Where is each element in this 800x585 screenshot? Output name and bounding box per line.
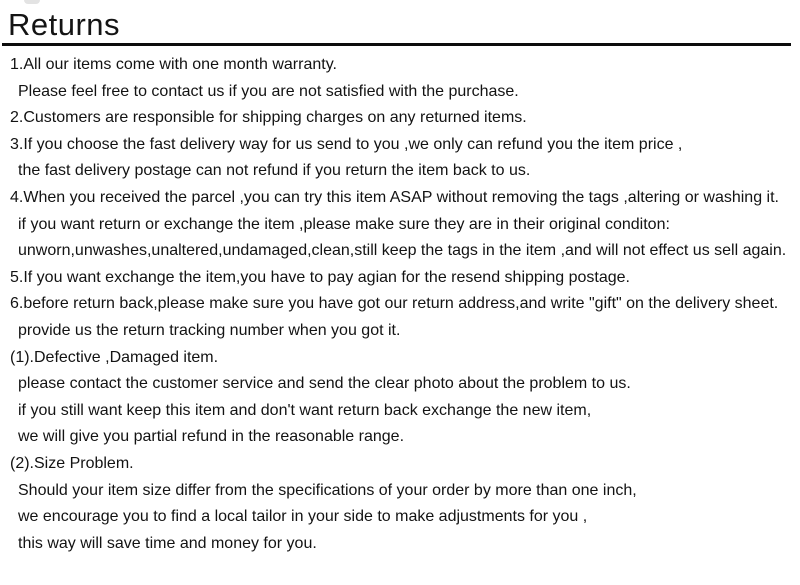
policy-line: Should your item size differ from the specifications of your order by more than one inch,	[18, 481, 637, 499]
policy-line: this way will save time and money for you.	[18, 534, 317, 552]
policy-line: 2.Customers are responsible for shipping charges on any returned items.	[10, 109, 527, 127]
page-title: Returns	[8, 7, 121, 42]
policy-line: we will give you partial refund in the reasonable range.	[18, 428, 405, 446]
policy-line: (2).Size Problem.	[10, 454, 134, 472]
scan-artifact-smudge	[24, 0, 40, 4]
title-divider	[2, 43, 791, 46]
policy-line: 1.All our items come with one month warranty.	[10, 56, 337, 73]
policy-line: 3.If you choose the fast delivery way for us send to you ,we only can refund you the item price ,	[10, 135, 683, 153]
policy-line: if you still want keep this item and don't want return back exchange the new item,	[18, 401, 592, 419]
policy-line: Please feel free to contact us if you are not satisfied with the purchase.	[18, 82, 519, 100]
policy-line: (1).Defective ,Damaged item.	[10, 348, 219, 366]
policy-line: 5.If you want exchange the item,you have to pay agian for the resend shipping postage.	[10, 268, 630, 286]
policy-line: the fast delivery postage can not refund if you return the item back to us.	[18, 162, 531, 180]
policy-line: unworn,unwashes,unaltered,undamaged,clean,still keep the tags in the item ,and will not effect us sell again.	[18, 242, 787, 260]
policy-line: if you want return or exchange the item ,please make sure they are in their original conditon:	[18, 215, 670, 233]
returns-policy-text	[0, 52, 800, 557]
policy-line: we encourage you to find a local tailor in your side to make adjustments for you ,	[18, 508, 588, 526]
policy-line: provide us the return tracking number when you got it.	[18, 321, 401, 339]
policy-line: please contact the customer service and send the clear photo about the problem to us.	[18, 375, 631, 393]
policy-line: 4.When you received the parcel ,you can try this item ASAP without removing the tags ,altering or washing it.	[10, 188, 779, 206]
policy-line: 6.before return back,please make sure you have got our return address,and write "gift" on the delivery sheet.	[10, 295, 779, 313]
